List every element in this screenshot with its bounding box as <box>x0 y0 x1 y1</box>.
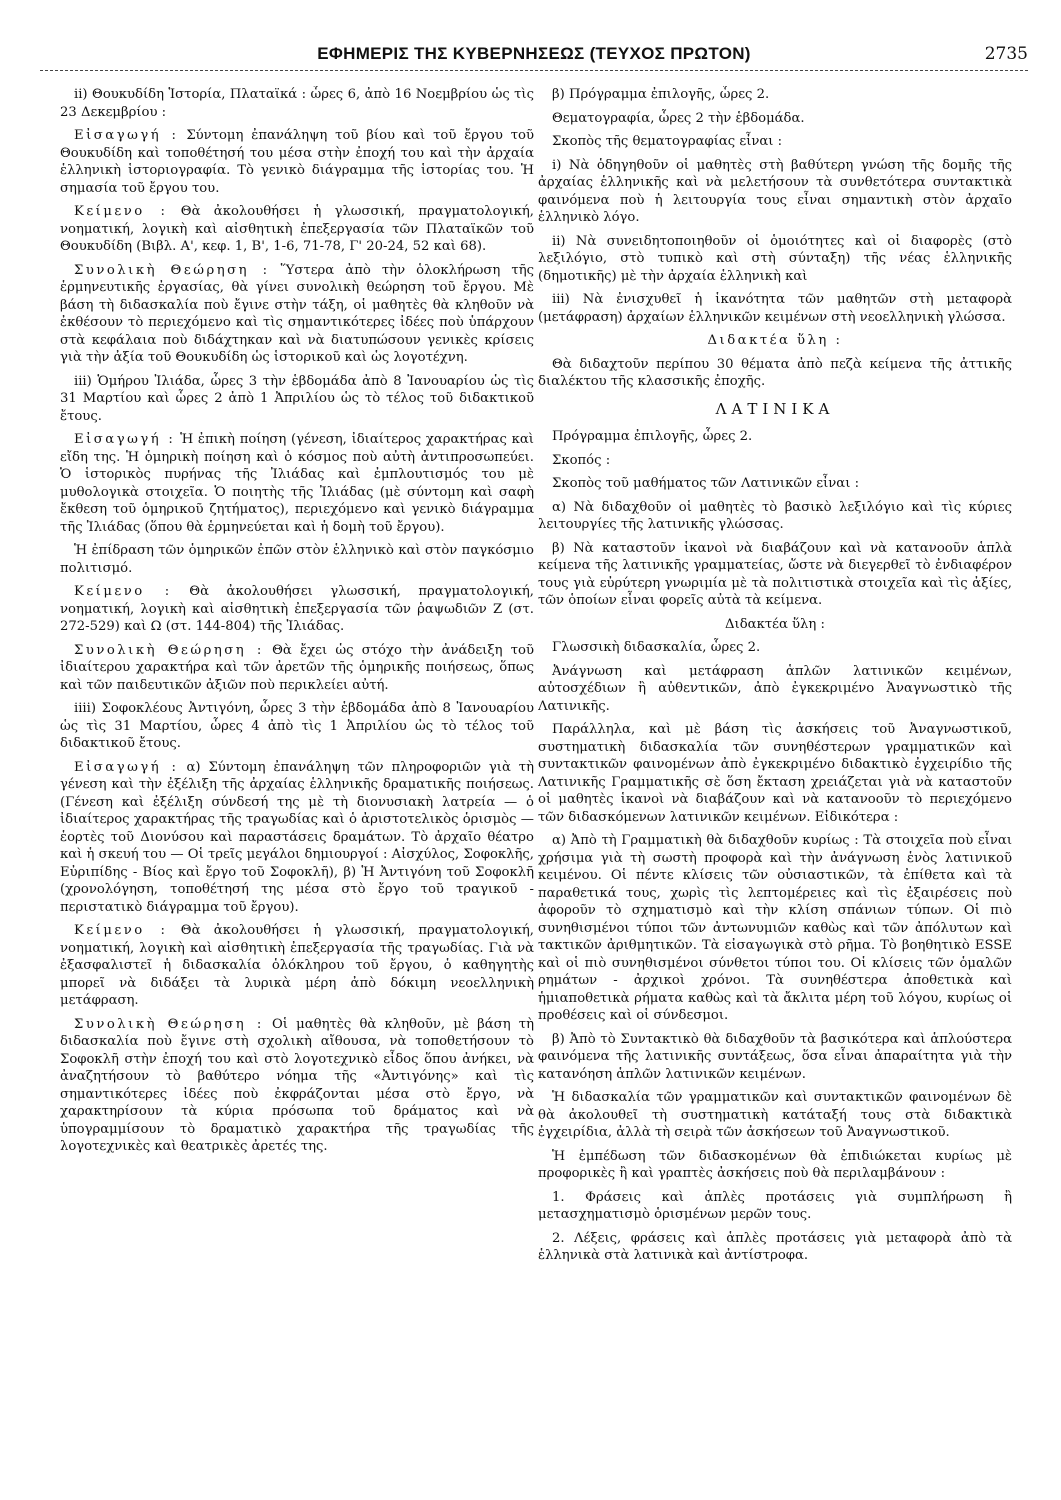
latin-purpose-label: Σκοπός : <box>552 452 611 468</box>
phenomena-teaching: Ἡ διδασκαλία τῶν γραμματικῶν καὶ συντακτικῶν φαινομένων δὲ θὰ ἀκολουθεῖ τὴ συστηματικὴ κατάταξή τους στὰ διδακτικὰ ἐγχειρίδια, ἀλλὰ τὴ σειρὰ τῶν ἀσκήσεων τοῦ Ἀναγνωστικοῦ. <box>538 1090 1012 1140</box>
syntax-item: β) Ἀπὸ τὸ Συντακτικὸ θὰ διδαχθοῦν τὰ βασικότερα καὶ ἁπλούστερα φαινόμενα τῆς λατινικῆς συντάξεως, ὅσα εἶναι ἀπαραίτητα γιὰ τὴν κατανόηση ἁπλῶν λατινικῶν κειμένων. <box>538 1031 1012 1082</box>
label: Κείμενο : <box>74 923 168 938</box>
latin-elective-program: Πρόγραμμα ἐπιλογῆς, ὧρες 2. <box>552 429 753 444</box>
text: Ἡ ἐπικὴ ποίηση (γένεση, ἰδιαίτερος χαρακτήρας καὶ εἴδη της. Ἡ ὁμηρικὴ ποίηση καὶ ὁ κόσμος ποὺ αὐτὴ ἀντιπροσωπεύει. Ὁ ἱστορικὸς πυρήνας τῆς Ἰλιάδας καὶ ἐμπλουτισμός του μὲ μυθολογικὰ στοιχεῖα. Ὁ ποιητὴς τῆς Ἰλιάδας (μὲ σύντομη καὶ σαφὴ ἔκθεση τοῦ ὁμηρικοῦ ζητήματος), περιεχόμενο καὶ γενικὸ διάγραμμα τῆς Ἰλιάδας (ὅπου θὰ ἑρμηνεύεται καὶ ἡ δομὴ τοῦ ἔργου). <box>60 432 534 535</box>
right-column <box>538 86 1012 1486</box>
iliad-influence: Ἡ ἐπίδραση τῶν ὁμηρικῶν ἐπῶν στὸν ἑλληνικὸ καὶ στὸν παγκόσμιο πολιτισμό. <box>60 543 534 576</box>
didaktea-text: Θὰ διδαχτοῦν περίπου 30 θέματα ἀπὸ πεζὰ κείμενα τῆς ἀττικῆς διαλέκτου τῆς κλασσικῆς ἐποχῆς. <box>538 356 1012 389</box>
thucydides-introduction <box>60 127 534 197</box>
purpose-item-i: i) Νὰ ὁδηγηθοῦν οἱ μαθητὲς στὴ βαθύτερη γνώση τῆς δομῆς τῆς ἀρχαίας ἑλληνικῆς καὶ νὰ μελετήσουν τὰ συνθετότερα συντακτικὰ φαινόμενα ποὺ ἡ λειτουργία τους εἶναι σημαντικὴ στὸν ἀρχαῖο ἑλληνικὸ λόγο. <box>538 157 1012 225</box>
label: Κείμενο : <box>74 584 172 599</box>
antigone-text <box>60 922 534 1010</box>
latin-purpose-a: α) Νὰ διδαχθοῦν οἱ μαθητὲς τὸ βασικὸ λεξιλόγιο καὶ τὶς κύριες λειτουργίες τῆς λατινικῆς γλώσσας. <box>538 499 1012 532</box>
thucydides-text <box>60 203 534 256</box>
text: Σύντομη ἐπανάληψη τοῦ βίου καὶ τοῦ ἔργου τοῦ Θουκυδίδη καὶ τοποθέτησή του μέσα στὴν ἐποχή του καὶ τὴν ἀρχαία ἑλληνικὴ ἱστοριογραφία. Τὸ γενικὸ διάγραμμα τῆς ἱστορίας του. Ἡ σημασία τοῦ ἔργου του. <box>60 128 534 196</box>
reading-translation: Ἀνάγνωση καὶ μετάφραση ἁπλῶν λατινικῶν κειμένων, αὐτοσχέδιων ἢ αὐθεντικῶν, ἀπὸ ἐγκεκριμένο Ἀναγνωστικὸ τῆς Λατινικῆς. <box>538 663 1012 714</box>
text: α) Σύντομη ἐπανάληψη τῶν πληροφοριῶν γιὰ τὴ γένεση καὶ τὴν ἐξέλιξη τῆς ἀρχαίας ἑλληνικῆς δραματικῆς ποιήσεως. (Γένεση καὶ ἐξέλιξη σύνδεσή της μὲ τὴ διονυσιακὴ λατρεία — ὁ ἰδιαίτερος χαρακτήρας τῆς τραγωδίας καὶ ὁ ἀριστοτελικὸς ὁρισμὸς — ἑορτὲς τοῦ Διονύσου καὶ παραστάσεις δραμάτων. Τὸ ἀρχαῖο θέατρο καὶ ἡ σκευή του — Οἱ τρεῖς μεγάλοι δημιουργοί : Αἰσχύλος, Σοφοκλῆς, Εὐριπίδης - Βίος καὶ ἔργο τοῦ Σοφοκλῆ), β) Ἡ Ἀντιγόνη τοῦ Σοφοκλῆ (χρονολόγηση, τοποθέτησή της μέσα στὸ ἔργο τοῦ τραγικοῦ - περιστατικὸ διάγραμμα τοῦ ἔργου). <box>60 759 534 915</box>
text: Θὰ ἔχει ὡς στόχο τὴν ἀνάδειξη τοῦ ἰδιαίτερου χαρακτήρα καὶ τῶν ἀρετῶν τῆς ὁμηρικῆς ποιήσεως, ὅπως καὶ τῶν παιδευτικῶν ἀξιῶν ποὺ περικλείει αὐτή. <box>60 642 534 693</box>
elective-program: β) Πρόγραμμα ἐπιλογῆς, ὧρες 2. <box>552 87 770 102</box>
label: Εἰσαγωγή : <box>74 432 176 447</box>
text: Θὰ ἀκολουθήσει ἡ γλωσσική, πραγματολογική, νοηματική, λογικὴ καὶ αἰσθητικὴ ἐπεξεργασία τῶν Πλαταϊκῶν τοῦ Θουκυδίδη (Βιβλ. Α', κεφ. 1, Β', 1-6, 71-78, Γ' 20-24, 52 καὶ 68). <box>60 204 534 254</box>
iliad-introduction <box>60 431 534 536</box>
label: Συνολικὴ Θεώρηση : <box>74 1016 264 1032</box>
text: Θὰ ἀκολουθήσει γλωσσική, πραγματολογική, νοηματική, λογικὴ καὶ αἰσθητικὴ ἐπεξεργασία τῶν ῥαψωδιῶν Ζ (στ. 272-529) καὶ Ω (στ. 144-804) τῆς Ἰλιάδας. <box>60 584 534 634</box>
didaktea-heading: Διδακτέα ὕλη : <box>707 333 843 348</box>
thucydides-title: ii) Θουκυδίδη Ἱστορία, Πλαταϊκά : ὧρες 6, ἀπὸ 16 Νοεμβρίου ὡς τὶς 23 Δεκεμβρίου : <box>60 87 534 120</box>
label: Εἰσαγωγή : <box>74 759 179 775</box>
parallel-teaching: Παράλληλα, καὶ μὲ βάση τὶς ἀσκήσεις τοῦ Ἀναγνωστικοῦ, συστηματικὴ διδασκαλία τῶν συνηθέστερων γραμματικῶν καὶ συντακτικῶν φαινομένων ἀπὸ ἐγκεκριμένο διδακτικὸ ἐγχειρίδιο τῆς Λατινικῆς Γραμματικῆς σὲ ὅση ἔκταση χρειάζεται γιὰ νὰ καταστοῦν οἱ μαθητὲς ἱκανοὶ νὰ διαβάζουν καὶ νὰ κατανοοῦν τὸ περιεχόμενο τῶν διδασκόμενων λατινικῶν κειμένων. Εἰδικότερα : <box>538 722 1012 825</box>
page-header <box>40 40 1028 71</box>
latin-didaktea-heading: Διδακτέα ὕλη : <box>725 616 825 632</box>
thucydides-overview <box>60 262 534 367</box>
latin-purpose-intro: Σκοπὸς τοῦ μαθήματος τῶν Λατινικῶν εἶναι : <box>552 476 860 491</box>
exercise-item-2: 2. Λέξεις, φράσεις καὶ ἁπλὲς προτάσεις γιὰ μεταφορὰ ἀπὸ τὰ ἑλληνικὰ στὰ λατινικὰ καὶ ἀντίστροφα. <box>538 1230 1012 1263</box>
label: Συνολικὴ Θεώρηση : <box>74 262 270 278</box>
text: Θὰ ἀκολουθήσει ἡ γλωσσική, πραγματολογική, νοηματική, λογικὴ καὶ αἰσθητικὴ ἐπεξεργασία τῆς τραγωδίας. Γιὰ νὰ ἐξασφαλιστεῖ ἡ διδασκαλία ὁλόκληρου τοῦ ἔργου, ὁ καθηγητὴς μπορεῖ νὰ διδάξει τὰ λυρικὰ μέρη ἀπὸ δόκιμη νεοελληνικὴ μετάφραση. <box>60 923 534 1008</box>
page-number: 2735 <box>984 44 1028 64</box>
purpose-item-ii: ii) Νὰ συνειδητοποιηθοῦν οἱ ὁμοιότητες καὶ οἱ διαφορὲς (στὸ λεξιλόγιο, στὸ τυπικὸ καὶ στὴ σύνταξη) τῆς νέας ἑλληνικῆς (δημοτικῆς) μὲ τὴν ἀρχαία ἑλληνικὴ καὶ <box>538 233 1012 284</box>
iliad-title: iii) Ὁμήρου Ἰλιάδα, ὧρες 3 τὴν ἑβδομάδα ἀπὸ 8 Ἰανουαρίου ὡς τὶς 31 Μαρτίου καὶ ὧρες 2 ἀπὸ 1 Ἀπριλίου ὡς τὸ τέλος τοῦ διδακτικοῦ ἔτους. <box>60 373 534 424</box>
antigone-overview <box>60 1016 534 1156</box>
latin-section-heading: ΛΑΤΙΝΙΚΑ <box>715 399 835 418</box>
label: Συνολικὴ Θεώρηση : <box>74 642 264 658</box>
language-teaching: Γλωσσικὴ διδασκαλία, ὧρες 2. <box>552 640 761 655</box>
label: Κείμενο : <box>74 204 168 219</box>
thematografia-hours: Θεματογραφία, ὧρες 2 τὴν ἑβδομάδα. <box>552 110 805 126</box>
grammar-item: α) Ἀπὸ τὴ Γραμματικὴ θὰ διδαχθοῦν κυρίως : Τὰ στοιχεῖα ποὺ εἶναι χρήσιμα γιὰ τὴ σωστὴ προφορὰ καὶ τὴν ἀνάγνωση ἑνὸς λατινικοῦ κειμένου. Οἱ πέντε κλίσεις τῶν οὐσιαστικῶν, τὰ ἐπίθετα καὶ τὰ παραθετικά τους, χωρὶς τὶς λεπτομέρειες καὶ τὶς ἐξαιρέσεις ποὺ ἀφοροῦν τὸ σχηματισμὸ καὶ τὴν κλίση σπάνιων τύπων. Οἱ πιὸ συνηθισμένοι τύποι τῶν ἀντωνυμιῶν καθὼς καὶ τῶν ἀπόλυτων καὶ τακτικῶν ἀριθμητικῶν. Τὰ εἰσαγωγικὰ στὸ ρῆμα. Τὸ βοηθητικὸ ESSE καὶ οἱ πιὸ συνηθισμένοι σύνθετοι τύποι του. Οἱ κλίσεις τῶν ὁμαλῶν ρημάτων - ἀρχικοὶ χρόνοι. Τὰ συνηθέστερα ἀποθετικὰ καὶ ἡμιαποθετικὰ ρήματα καθὼς καὶ τὰ ἄκλιτα μέρη τοῦ λόγου, κυρίως οἱ προθέσεις καὶ οἱ σύνδεσμοι. <box>538 833 1012 1023</box>
consolidation: Ἡ ἐμπέδωση τῶν διδασκομένων θὰ ἐπιδιώκεται κυρίως μὲ προφορικὲς ἢ καὶ γραπτὲς ἀσκήσεις ποὺ θὰ περιλαμβάνουν : <box>538 1148 1012 1181</box>
text: Οἱ μαθητὲς θὰ κληθοῦν, μὲ βάση τὴ διδασκαλία ποὺ ἔγινε στὴ σχολικὴ αἴθουσα, νὰ τοποθετήσουν τὸ Σοφοκλῆ στὴν ἐποχή του καὶ στὸ λογοτεχνικὸ εἶδος ὅπου ἀνήκει, νὰ ἀναζητήσουν τὸ βαθύτερο νόημα τῆς «Ἀντιγόνης» καὶ τὶς σημαντικότερες ἰδέες ποὺ ἐκφράζονται μέσα στὸ ἔργο, νὰ χαρακτηρίσουν τὰ κύρια πρόσωπα τοῦ δράματος καὶ νὰ ὑπογραμμίσουν τὸ δραματικὸ χαρακτήρα τῆς τραγωδίας τῆς λογοτεχνικὲς καὶ θεατρικὲς ἀρετές της. <box>60 1016 534 1154</box>
antigone-introduction <box>60 759 534 917</box>
exercise-item-1: 1. Φράσεις καὶ ἁπλὲς προτάσεις γιὰ συμπλήρωση ἢ μετασχηματισμὸ ὁρισμένων μερῶν τους. <box>538 1189 1012 1222</box>
iliad-overview <box>60 642 534 695</box>
antigone-title: iiii) Σοφοκλέους Ἀντιγόνη, ὧρες 3 τὴν ἑβδομάδα ἀπὸ 8 Ἰανουαρίου ὡς τὶς 31 Μαρτίου, ὧρες 4 ἀπὸ τὶς 1 Ἀπριλίου ὡς τὸ τέλος τοῦ διδακτικοῦ ἔτους. <box>60 701 534 751</box>
iliad-text <box>60 583 534 636</box>
text: Ὕστερα ἀπὸ τὴν ὁλοκλήρωση τῆς ἑρμηνευτικῆς ἐργασίας, θὰ γίνει συνολικὴ θεώρηση τοῦ ἔργου. Μὲ βάση τὴ διδασκαλία ποὺ ἔγινε στὴν τάξη, οἱ μαθητὲς θὰ κληθοῦν νὰ ἐκθέσουν τὸ περιεχόμενο καὶ τὶς σημαντικότερες ἰδέες ποὺ ὑπάρχουν στὰ κεφάλαια ποὺ διδάχτηκαν καὶ νὰ διατυπώσουν γενικὲς κρίσεις γιὰ τὴν ἀξία τοῦ Θουκυδίδη ὡς ἱστορικοῦ καὶ ὡς λογοτέχνη. <box>60 262 534 365</box>
gazette-title: ΕΦΗΜΕΡΙΣ ΤΗΣ ΚΥΒΕΡΝΗΣΕΩΣ (ΤΕΥΧΟΣ ΠΡΩΤΟΝ) <box>317 44 751 63</box>
left-column <box>60 86 534 1486</box>
thematografia-purpose: Σκοπὸς τῆς θεματογραφίας εἶναι : <box>552 134 783 149</box>
label: Εἰσαγωγή : <box>74 128 179 143</box>
latin-purpose-b: β) Νὰ καταστοῦν ἱκανοὶ νὰ διαβάζουν καὶ νὰ κατανοοῦν ἁπλὰ κείμενα τῆς λατινικῆς γραμματείας, ὥστε νὰ διεγερθεῖ τὸ ἐνδιαφέρον τους γιὰ εὐρύτερη γνωριμία μὲ τὰ πολιτιστικὰ στοιχεῖα καὶ τὶς ἀξίες, τῶν ὁποίων εἶναι φορεῖς αὐτὰ τὰ κείμενα. <box>538 540 1012 608</box>
purpose-item-iii: iii) Νὰ ἐνισχυθεῖ ἡ ἱκανότητα τῶν μαθητῶν στὴ μεταφορὰ (μετάφραση) ἀρχαίων ἑλληνικῶν κειμένων στὴ νεοελληνικὴ γλώσσα. <box>538 292 1012 325</box>
